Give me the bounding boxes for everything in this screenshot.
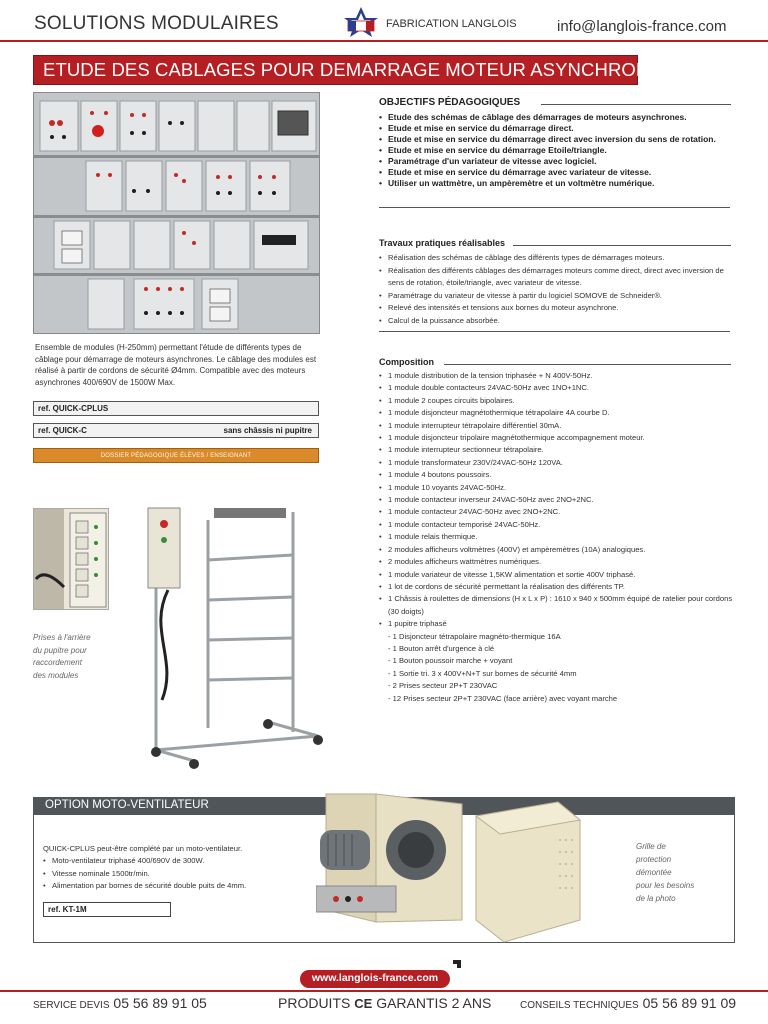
objectifs-title-line [541,104,731,105]
caption-line: Prises à l'arrière [33,633,91,642]
header-email[interactable]: info@langlois-france.com [557,18,727,35]
reference-quick-cplus-label: ref. QUICK-CPLUS [38,404,109,413]
travaux-list [379,252,734,327]
list-item: • Etude des schémas de câblage des démarrages de moteurs asynchrones. [379,112,734,123]
option-reference: ref. KT-1M [43,902,171,917]
list-item: • Etude et mise en service du démarrage Etoile/triangle. [379,145,734,156]
list-item: • 1 module double contacteurs 24VAC-50Hz avec 1NO+1NC. [379,382,734,394]
cursor-arrow-icon [445,958,463,976]
footer-conseils-phone: 05 56 89 91 09 [642,995,737,1011]
objectifs-bottom-rule [379,207,730,208]
footer-devis-phone: 05 56 89 91 05 [113,995,207,1011]
header-manufacturer: FABRICATION LANGLOIS [386,18,517,30]
reference-quick-c [33,423,319,438]
travaux-bottom-rule [379,331,730,332]
list-subitem: - 2 Prises secteur 2P+T 230VAC [388,681,498,691]
reference-quick-c-label: ref. QUICK-C [38,426,87,435]
rolling-chassis-photo [138,500,328,775]
footer-devis-label: SERVICE DEVIS [33,1000,110,1011]
caption-line: de la photo [636,894,676,903]
list-item: • Réalisation des schémas de câblage des différents types de démarrages moteurs. [379,252,734,265]
option-title: OPTION MOTO-VENTILATEUR [45,799,209,811]
travaux-title: Travaux pratiques réalisables [379,238,506,248]
composition-title-line [444,364,731,365]
list-item: • 1 module transformateur 230V/24VAC-50Hz 120VA. [379,457,734,469]
list-item: • 1 module contacteur temporisé 24VAC-50Hz. [379,519,734,531]
modules-photo [33,92,320,334]
caption-line: pour les besoins [636,881,695,890]
product-description: Ensemble de modules (H-250mm) permettant l'étude de différents types de câblage pour démarrage de moteurs asynchrones. Le câblage des modules est réalisé à partir de cordons de sécurité Ø4mm. Compatible avec des moteurs asynchrones 400/690V de 1500W Max. [35,343,317,387]
list-item: • 1 module 10 voyants 24VAC-50Hz. [379,482,734,494]
list-item: • 1 Châssis à roulettes de dimensions (H x L x P) : 1610 x 940 x 500mm équipé de ratelier pour cordons (30 doigts) [379,593,734,618]
footer-garantie: GARANTIS 2 ANS [376,995,492,1011]
list-item: • Calcul de la puissance absorbée. [379,315,734,328]
page-title: ETUDE DES CABLAGES POUR DEMARRAGE MOTEUR ASYNCHRONE [43,59,662,80]
list-item: • Etude et mise en service du démarrage direct. [379,123,734,134]
protection-grille-photo [470,800,586,945]
option-description [43,843,323,893]
footer-produits [278,995,491,1011]
list-item: • Alimentation par bornes de sécurité double puits de 4mm. [43,880,323,892]
caption-line: protection [636,855,672,864]
list-subitem: - 1 Bouton arrêt d'urgence à clé [388,643,495,653]
list-subitem: - 1 Sortie tri. 3 x 400V+N+T sur bornes de sécurité 4mm [388,668,577,678]
list-item: • Moto-ventilateur triphasé 400/690V de 300W. [43,855,323,867]
dossier-pedagogique-bar: DOSSIER PÉDAGOGIQUE ÉLÈVES / ENSEIGNANT [33,448,319,463]
list-item: • Paramétrage du variateur de vitesse à partir du logiciel SOMOVE de Schneider®. [379,290,734,303]
list-item: • Vitesse nominale 1500tr/min. [43,868,323,880]
rear-sockets-photo [33,508,109,610]
objectifs-list [379,112,734,189]
caption-line: démontée [636,868,672,877]
list-item: • 1 module variateur de vitesse 1,5KW alimentation et sortie 400V triphasé. [379,569,734,581]
list-subitem: - 12 Prises secteur 2P+T 230VAC (face arrière) avec voyant marche [388,693,618,703]
grille-caption [636,840,694,905]
fabrique-en-france-logo [340,6,382,40]
reference-quick-cplus [33,401,319,416]
list-subitem: - 1 Bouton poussoir marche + voyant [388,656,513,666]
list-item: • 1 module 4 boutons poussoirs. [379,469,734,481]
list-item: • 1 module contacteur inverseur 24VAC-50Hz avec 2NO+2NC. [379,494,734,506]
list-item: • Relevé des intensités et tensions aux bornes du moteur asynchrone. [379,302,734,315]
footer-conseils [520,995,736,1011]
list-item: • Etude et mise en service du démarrage direct avec inversion du sens de rotation. [379,134,734,145]
footer-produits-label: PRODUITS [278,995,351,1011]
travaux-title-line [513,245,731,246]
objectifs-title: OBJECTIFS PÉDAGOGIQUES [379,97,521,108]
list-item: • 1 module contacteur 24VAC-50Hz avec 2NO+2NC. [379,506,734,518]
reference-quick-c-note: sans châssis ni pupitre [223,426,312,435]
list-item: • 1 module interrupteur sectionneur tétrapolaire. [379,444,734,456]
list-item: • 1 module disjoncteur tripolaire magnétothermique accompagnement moteur. [379,432,734,444]
header-divider [0,40,768,42]
moto-ventilator-photo [316,790,466,930]
list-item: • 1 module relais thermique. [379,531,734,543]
list-item: • Réalisation des différents câblages des démarrages moteurs comme direct, direct avec inversion de sens de rotation, étoile/triangle, avec variateur de vitesse. [379,265,734,290]
list-item: • 1 module disjoncteur magnétothermique tétrapolaire 4A courbe D. [379,407,734,419]
list-item: • 1 module interrupteur tétrapolaire différentiel 30mA. [379,420,734,432]
composition-list [379,370,734,705]
list-item: • 1 module 2 coupes circuits bipolaires. [379,395,734,407]
caption-line: des modules [33,670,79,680]
ce-mark-icon: CE [354,996,373,1011]
list-subitem: - 1 Disjoncteur tétrapolaire magnéto-thermique 16A [388,631,561,641]
page-title-bar [33,55,662,85]
list-item: • Etude et mise en service du démarrage avec variateur de vitesse. [379,167,734,178]
rear-sockets-caption [33,632,91,682]
footer-conseils-label: CONSEILS TECHNIQUES [520,1000,639,1011]
caption-line: du pupitre pour [33,645,87,655]
composition-title: Composition [379,357,434,367]
list-item: • 2 modules afficheurs wattmètres numériques. [379,556,734,568]
footer-devis [33,995,207,1011]
list-item: • Utiliser un wattmètre, un ampèremètre et un voltmètre numérique. [379,178,734,189]
list-item: • 1 pupitre triphasé [379,618,734,630]
caption-line: Grille de [636,842,666,851]
website-link[interactable]: www.langlois-france.com [300,970,450,988]
list-item: • 2 modules afficheurs voltmètres (400V) et ampèremètres (10A) analogiques. [379,544,734,556]
footer-divider [0,990,768,992]
option-intro: QUICK-CPLUS peut-être complété par un moto-ventilateur. [43,844,243,853]
list-item: • Paramétrage d'un variateur de vitesse avec logiciel. [379,156,734,167]
caption-line: raccordement [33,658,82,667]
header-section-title: SOLUTIONS MODULAIRES [34,13,279,34]
list-item: • 1 lot de cordons de sécurité permettant la réalisation des différents TP. [379,581,734,593]
list-item: • 1 module distribution de la tension triphasée + N 400V-50Hz. [379,370,734,382]
